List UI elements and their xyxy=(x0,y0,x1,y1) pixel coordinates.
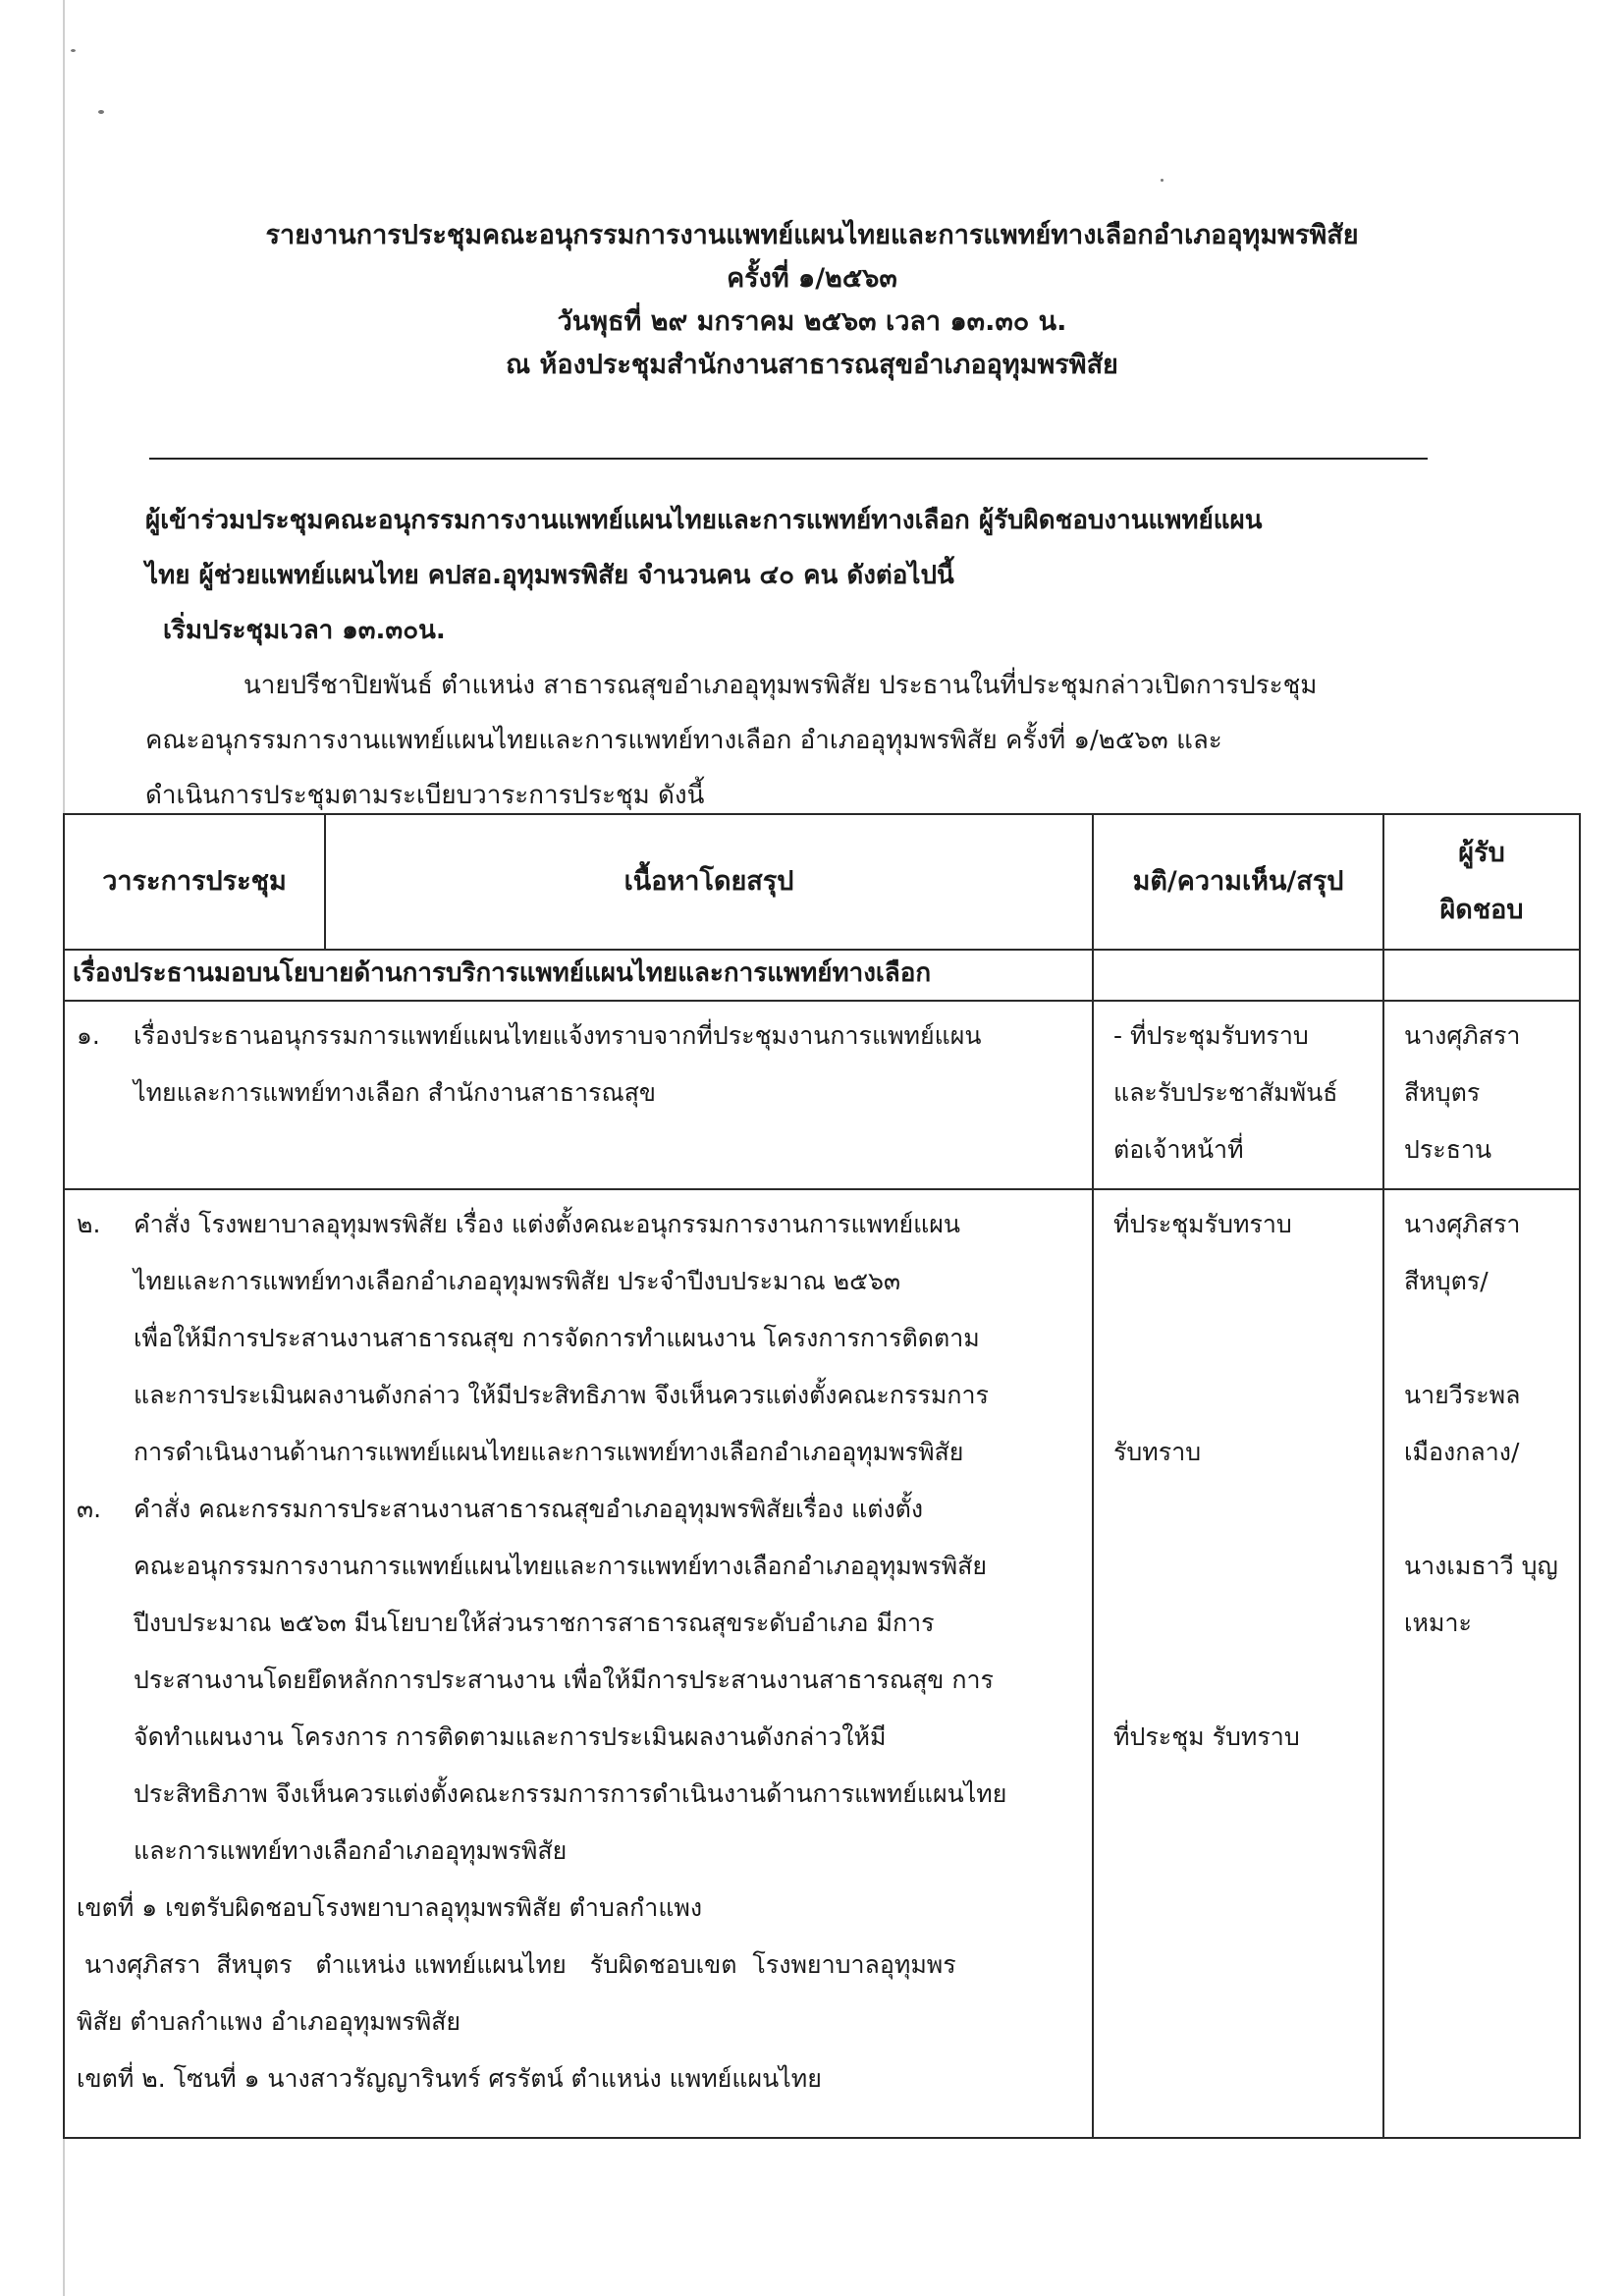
item1-resolution xyxy=(1093,1001,1383,1189)
item-line: จัดทำแผนงาน โครงการ การติดตามและการประเมินผลงานดังกล่าวให้มี xyxy=(134,1722,887,1751)
attendees-line: ผู้เข้าร่วมประชุมคณะอนุกรรมการงานแพทย์แผนไทยและการแพทย์ทางเลือก ผู้รับผิดชอบงานแพทย์แผน xyxy=(145,506,1263,535)
item-line: ประสิทธิภาพ จึงเห็นควรแต่งตั้งคณะกรรมการการดำเนินงานด้านการแพทย์แผนไทย xyxy=(134,1779,1007,1808)
item1-responsible xyxy=(1383,1001,1580,1189)
start-time: เริ่มประชุมเวลา ๑๓.๓๐น. xyxy=(163,616,446,645)
zone-line: เขตที่ ๒. โซนที่ ๑ นางสาวรัญญารินทร์ ศรรัตน์ ตำแหน่ง แพทย์แผนไทย xyxy=(77,2064,822,2093)
scan-speck xyxy=(98,110,104,114)
resolution-line: - ที่ประชุมรับทราบ xyxy=(1113,1021,1309,1050)
resolution-line: ต่อเจ้าหน้าที่ xyxy=(1113,1135,1244,1164)
section-title: เรื่องประธานมอบนโยบายด้านการบริการแพทย์แผนไทยและการแพทย์ทางเลือก xyxy=(64,950,1093,1001)
item-line: คำสั่ง คณะกรรมการประสานงานสาธารณสุขอำเภออุทุมพรพิสัยเรื่อง แต่งตั้ง xyxy=(134,1495,924,1523)
header-resolution: มติ/ความเห็น/สรุป xyxy=(1093,814,1383,950)
responsible-line: ประธาน xyxy=(1404,1135,1492,1164)
table-row xyxy=(64,1001,1580,1189)
item-line: และการประเมินผลงานดังกล่าว ให้มีประสิทธิภาพ จึงเห็นควรแต่งตั้งคณะกรรมการ xyxy=(134,1381,989,1409)
zone-line: นางศุภิสรา สีหบุตร ตำแหน่ง แพทย์แผนไทย รับผิดชอบเขต โรงพยาบาลอุทุมพร xyxy=(77,1950,956,1979)
header-agenda: วาระการประชุม xyxy=(64,814,325,950)
report-title-line1: รายงานการประชุมคณะอนุกรรมการงานแพทย์แผนไทยและการแพทย์ทางเลือกอำเภออุทุมพรพิสัย xyxy=(265,220,1359,250)
item-line: เรื่องประธานอนุกรรมการแพทย์แผนไทยแจ้งทราบจากที่ประชุมงานการแพทย์แผน xyxy=(134,1021,982,1050)
header-responsible-line2: ผิดชอบ xyxy=(1439,895,1524,925)
item-line: ประสานงานโดยยึดหลักการประสานงาน เพื่อให้มีการประสานงานสาธารณสุข การ xyxy=(134,1666,994,1694)
section-empty-cell xyxy=(1093,950,1383,1001)
intro-section xyxy=(145,493,1451,823)
agenda-table xyxy=(63,813,1581,2139)
items-2-3-content xyxy=(64,1189,1093,2138)
header-divider xyxy=(149,458,1428,460)
item-number: ๒. xyxy=(77,1210,101,1238)
responsible-line: นางศุภิสรา xyxy=(1404,1210,1521,1238)
meeting-date: วันพุธที่ ๒๙ มกราคม ๒๕๖๓ เวลา ๑๓.๓๐ น. xyxy=(557,306,1067,337)
items-2-3-responsible xyxy=(1383,1189,1580,2138)
section-empty-cell xyxy=(1383,950,1580,1001)
table-header-row xyxy=(64,814,1580,950)
item-line: การดำเนินงานด้านการแพทย์แผนไทยและการแพทย์ทางเลือกอำเภออุทุมพรพิสัย xyxy=(134,1438,964,1466)
attendees-line: ไทย ผู้ช่วยแพทย์แผนไทย คปสอ.อุทุมพรพิสัย จำนวนคน ๔๐ คน ดังต่อไปนี้ xyxy=(145,561,954,590)
zone-line: เขตที่ ๑ เขตรับผิดชอบโรงพยาบาลอุทุมพรพิสัย ตำบลกำแพง xyxy=(77,1893,703,1922)
resolution-line: ที่ประชุม รับทราบ xyxy=(1113,1722,1300,1751)
scan-speck xyxy=(1161,179,1164,182)
responsible-line: นายวีระพล xyxy=(1404,1381,1521,1409)
item-line: ปีงบประมาณ ๒๕๖๓ มีนโยบายให้ส่วนราชการสาธารณสุขระดับอำเภอ มีการ xyxy=(134,1609,935,1637)
item-line: ไทยและการแพทย์ทางเลือก สำนักงานสาธารณสุข xyxy=(134,1078,656,1107)
resolution-line: รับทราบ xyxy=(1113,1438,1202,1466)
item-line: ไทยและการแพทย์ทางเลือกอำเภออุทุมพรพิสัย ประจำปีงบประมาณ ๒๕๖๓ xyxy=(134,1267,901,1295)
agenda-item xyxy=(77,1196,1082,1481)
zone-list xyxy=(77,1880,1082,2107)
opening-paragraph-line: คณะอนุกรรมการงานแพทย์แผนไทยและการแพทย์ทางเลือก อำเภออุทุมพรพิสัย ครั้งที่ ๑/๒๕๖๓ และ xyxy=(145,726,1222,755)
item-line: และการแพทย์ทางเลือกอำเภออุทุมพรพิสัย xyxy=(134,1836,568,1865)
report-header xyxy=(0,214,1624,387)
header-responsible-line1: ผู้รับ xyxy=(1458,838,1505,868)
meeting-venue: ณ ห้องประชุมสำนักงานสาธารณสุขอำเภออุทุมพรพิสัย xyxy=(506,350,1118,380)
scan-speck xyxy=(71,49,76,52)
item-line: เพื่อให้มีการประสานงานสาธารณสุข การจัดการทำแผนงาน โครงการการติดตาม xyxy=(134,1324,980,1352)
opening-paragraph-line: นายปรีชาปิยพันธ์ ตำแหน่ง สาธารณสุขอำเภออุทุมพรพิสัย ประธานในที่ประชุมกล่าวเปิดการประชุม xyxy=(244,671,1318,700)
item1-content xyxy=(64,1001,1093,1189)
zone-line: พิสัย ตำบลกำแพง อำเภออุทุมพรพิสัย xyxy=(77,2007,461,2036)
agenda-item xyxy=(77,1481,1082,1880)
agenda-item xyxy=(77,1008,1082,1121)
item-number: ๑. xyxy=(77,1021,100,1050)
responsible-line: เมืองกลาง/ xyxy=(1404,1438,1520,1466)
responsible-line: สีหบุตร xyxy=(1404,1078,1481,1107)
header-responsible xyxy=(1383,814,1580,950)
opening-paragraph-line: ดำเนินการประชุมตามระเบียบวาระการประชุม ดังนี้ xyxy=(145,781,705,810)
table-row xyxy=(64,1189,1580,2138)
header-summary: เนื้อหาโดยสรุป xyxy=(325,814,1093,950)
resolution-line: และรับประชาสัมพันธ์ xyxy=(1113,1078,1338,1107)
items-2-3-resolution xyxy=(1093,1189,1383,2138)
responsible-line: สีหบุตร/ xyxy=(1404,1267,1489,1295)
item-line: คำสั่ง โรงพยาบาลอุทุมพรพิสัย เรื่อง แต่งตั้งคณะอนุกรรมการงานการแพทย์แผน xyxy=(134,1210,961,1238)
item-line: คณะอนุกรรมการงานการแพทย์แผนไทยและการแพทย์ทางเลือกอำเภออุทุมพรพิสัย xyxy=(134,1552,988,1580)
responsible-line: นางศุภิสรา xyxy=(1404,1021,1521,1050)
item-number: ๓. xyxy=(77,1495,102,1523)
responsible-line: เหมาะ xyxy=(1404,1609,1472,1637)
section-row xyxy=(64,950,1580,1001)
meeting-number: ครั้งที่ ๑/๒๕๖๓ xyxy=(727,263,897,294)
responsible-line: นางเมธาวี บุญ xyxy=(1404,1552,1558,1580)
resolution-line: ที่ประชุมรับทราบ xyxy=(1113,1210,1292,1238)
